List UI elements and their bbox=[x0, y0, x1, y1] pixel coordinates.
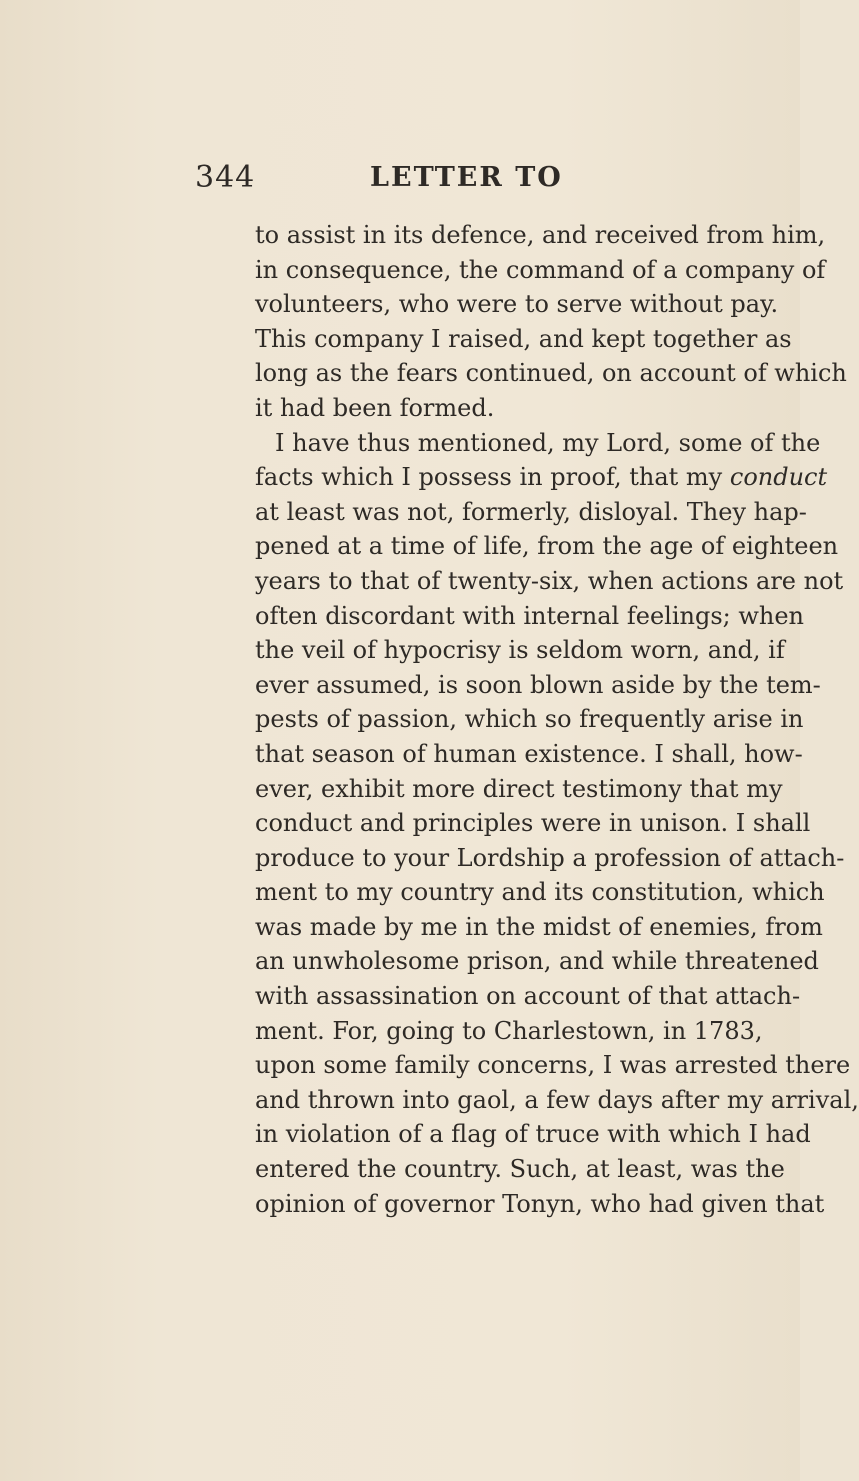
running-head bbox=[195, 160, 755, 200]
text-line: years to that of twenty-six, when actions are not bbox=[255, 566, 844, 595]
text-line: it had been formed. bbox=[255, 393, 495, 422]
text-line: often discordant with internal feelings; when bbox=[255, 601, 805, 630]
text-line: upon some family concerns, I was arrested there bbox=[255, 1051, 851, 1080]
text-line: in violation of a flag of truce with which I had bbox=[255, 1120, 811, 1149]
text-line: at least was not, formerly, disloyal. They hap- bbox=[255, 497, 807, 526]
text-line: in consequence, the command of a company of bbox=[255, 255, 826, 284]
page-number: 344 bbox=[195, 160, 256, 195]
text-line: ment to my country and its constitution, which bbox=[255, 878, 825, 907]
text-line: pests of passion, which so frequently arise in bbox=[255, 705, 804, 734]
text-line: and thrown into gaol, a few days after my arrival, bbox=[255, 1085, 859, 1114]
text-line: an unwholesome prison, and while threatened bbox=[255, 947, 819, 976]
text-line: conduct and principles were in unison. I shall bbox=[255, 809, 811, 838]
text-line: to assist in its defence, and received from him, bbox=[255, 221, 826, 249]
text-line: produce to your Lordship a profession of attach- bbox=[255, 843, 845, 872]
text-line: This company I raised, and kept together as bbox=[255, 324, 792, 353]
text-line: volunteers, who were to serve without pay. bbox=[255, 290, 779, 319]
text-line: that season of human existence. I shall, how- bbox=[255, 739, 803, 768]
text-line: with assassination on account of that attach- bbox=[255, 982, 801, 1011]
text-line-segment: facts which I possess in proof, that my bbox=[255, 463, 723, 492]
text-line: was made by me in the midst of enemies, from bbox=[255, 912, 823, 941]
text-line: ment. For, going to Charlestown, in 1783, bbox=[255, 1016, 763, 1045]
running-title: LETTER TO bbox=[370, 162, 563, 193]
text-line bbox=[255, 460, 828, 495]
paragraph-start-line: I have thus mentioned, my Lord, some of the bbox=[275, 428, 821, 457]
text-line: ever assumed, is soon blown aside by the tem- bbox=[255, 670, 821, 699]
text-line: the veil of hypocrisy is seldom worn, and, if bbox=[255, 636, 785, 665]
text-line: entered the country. Such, at least, was the bbox=[255, 1155, 785, 1184]
text-line: ever, exhibit more direct testimony that my bbox=[255, 774, 783, 803]
body-text bbox=[255, 218, 859, 1221]
italic-word: conduct bbox=[729, 463, 828, 492]
text-line: pened at a time of life, from the age of eighteen bbox=[255, 532, 839, 561]
text-line: long as the fears continued, on account of which bbox=[255, 359, 847, 388]
text-line: opinion of governor Tonyn, who had given that bbox=[255, 1189, 825, 1218]
